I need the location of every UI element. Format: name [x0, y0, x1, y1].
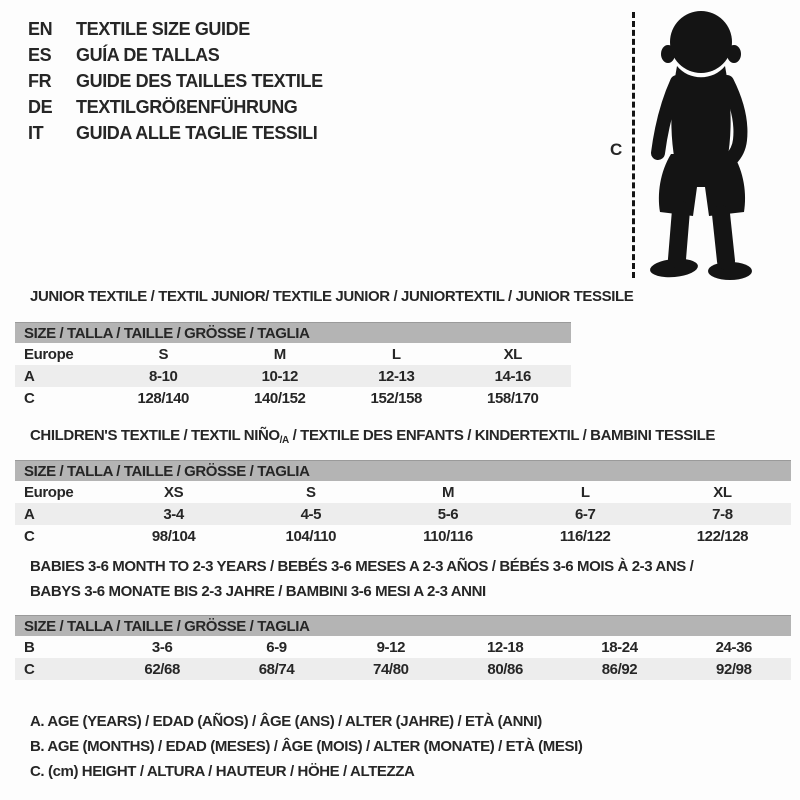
age-cell: 8-10: [149, 367, 178, 385]
lang-row-fr: [28, 68, 323, 94]
legend-notes: [30, 709, 582, 784]
row-label: Europe: [24, 345, 74, 363]
junior-section-heading: JUNIOR TEXTILE / TEXTIL JUNIOR/ TEXTILE JUNIOR / JUNIORTEXTIL / JUNIOR TESSILE: [30, 288, 634, 305]
age-cell: 9-12: [376, 638, 406, 656]
age-cell: 5-6: [437, 505, 459, 523]
note-age-years: A. AGE (YEARS) / EDAD (AÑOS) / ÂGE (ANS) / ALTER (JAHRE) / ETÀ (ANNI): [30, 713, 542, 730]
lang-title: TEXTILE SIZE GUIDE: [76, 18, 250, 39]
height-row: [15, 387, 571, 409]
height-cell: 104/110: [285, 527, 337, 545]
row-label: A: [24, 505, 35, 523]
height-cell: 140/152: [254, 389, 306, 407]
note-height-cm: C. (cm) HEIGHT / ALTURA / HAUTEUR / HÖHE / ALTEZZA: [30, 763, 415, 780]
lang-code: FR: [28, 70, 52, 91]
size-cell: L: [391, 345, 401, 363]
size-row: [15, 343, 571, 365]
age-cell: 12-18: [486, 638, 524, 656]
children-size-table: [15, 460, 791, 547]
age-cell: 3-6: [151, 638, 173, 656]
age-months-row: [15, 636, 791, 658]
height-measure-label: C: [610, 140, 622, 159]
age-cell: 14-16: [494, 367, 531, 385]
children-section-heading: [30, 427, 715, 446]
row-label: Europe: [24, 483, 74, 501]
lang-title: TEXTILGRÖßENFÜHRUNG: [76, 96, 298, 117]
lang-title: GUIDA ALLE TAGLIE TESSILI: [76, 122, 318, 143]
height-cell: 62/68: [144, 660, 180, 678]
height-cell: 86/92: [601, 660, 638, 678]
height-cell: 110/116: [423, 527, 473, 545]
height-cell: 116/122: [559, 527, 611, 545]
table-title-bar: SIZE / TALLA / TAILLE / GRÖSSE / TAGLIA: [15, 615, 791, 636]
size-cell: S: [306, 483, 316, 501]
height-cell: 80/86: [487, 660, 523, 678]
size-cell: XS: [163, 483, 184, 501]
lang-title: GUIDE DES TAILLES TEXTILE: [76, 70, 323, 91]
babies-section-heading-line2: BABYS 3-6 MONATE BIS 2-3 JAHRE / BAMBINI 3-6 MESI A 2-3 ANNI: [30, 583, 486, 600]
age-years-row: [15, 365, 571, 387]
age-cell: 18-24: [601, 638, 638, 656]
table-title-bar: SIZE / TALLA / TAILLE / GRÖSSE / TAGLIA: [15, 460, 791, 481]
age-cell: 12-13: [378, 367, 415, 385]
lang-row-de: [28, 94, 323, 120]
size-cell: L: [580, 483, 590, 501]
baby-silhouette-icon: [647, 4, 765, 286]
height-cell: 122/128: [696, 527, 749, 545]
size-cell: M: [273, 345, 286, 363]
height-cell: 92/98: [716, 660, 752, 678]
height-cell: 158/170: [487, 389, 539, 407]
row-label: B: [24, 638, 35, 656]
lang-code: ES: [28, 44, 52, 65]
age-years-row: [15, 503, 791, 525]
babies-size-table: [15, 615, 791, 680]
babies-section-heading-line1: BABIES 3-6 MONTH TO 2-3 YEARS / BEBÉS 3-6 MESES A 2-3 AÑOS / BÉBÉS 3-6 MOIS À 2-3 ANS /: [30, 558, 694, 575]
lang-row-en: [28, 16, 323, 42]
size-row: [15, 481, 791, 503]
height-row: [15, 525, 791, 547]
height-cell: 74/80: [373, 660, 409, 678]
height-cell: 98/104: [151, 527, 196, 545]
height-measure-line: [632, 12, 635, 278]
junior-size-table: [15, 322, 571, 409]
age-cell: 4-5: [300, 505, 322, 523]
note-age-months: B. AGE (MONTHS) / EDAD (MESES) / ÂGE (MOIS) / ALTER (MONATE) / ETÀ (MESI): [30, 738, 583, 755]
row-label: C: [24, 389, 35, 407]
height-cell: 152/158: [370, 389, 422, 407]
language-title-list: [28, 16, 323, 146]
height-cell: 68/74: [258, 660, 295, 678]
heading-subscript: /A: [279, 435, 289, 446]
age-cell: 6-7: [574, 505, 596, 523]
row-label: A: [24, 367, 35, 385]
age-cell: 24-36: [715, 638, 752, 656]
size-cell: M: [441, 483, 455, 501]
age-cell: 3-4: [163, 505, 184, 523]
age-cell: 6-9: [266, 638, 287, 656]
height-row: [15, 658, 791, 680]
table-title-bar: SIZE / TALLA / TAILLE / GRÖSSE / TAGLIA: [15, 322, 571, 343]
age-cell: 10-12: [261, 367, 298, 385]
lang-row-it: [28, 120, 323, 146]
lang-code: EN: [28, 18, 53, 39]
heading-text: / TEXTILE DES ENFANTS / KINDERTEXTIL / BAMBINI TESSILE: [288, 427, 715, 444]
lang-code: IT: [28, 122, 44, 143]
size-cell: XL: [713, 483, 732, 501]
row-label: C: [24, 660, 35, 678]
size-cell: S: [158, 345, 169, 363]
heading-text: CHILDREN'S TEXTILE / TEXTIL NIÑO: [30, 427, 280, 444]
lang-title: GUÍA DE TALLAS: [76, 44, 220, 65]
height-cell: 128/140: [137, 389, 189, 407]
lang-code: DE: [28, 96, 53, 117]
row-label: C: [24, 527, 35, 545]
baby-figure: [600, 2, 780, 290]
lang-row-es: [28, 42, 323, 68]
age-cell: 7-8: [712, 505, 733, 523]
size-cell: XL: [503, 345, 522, 363]
